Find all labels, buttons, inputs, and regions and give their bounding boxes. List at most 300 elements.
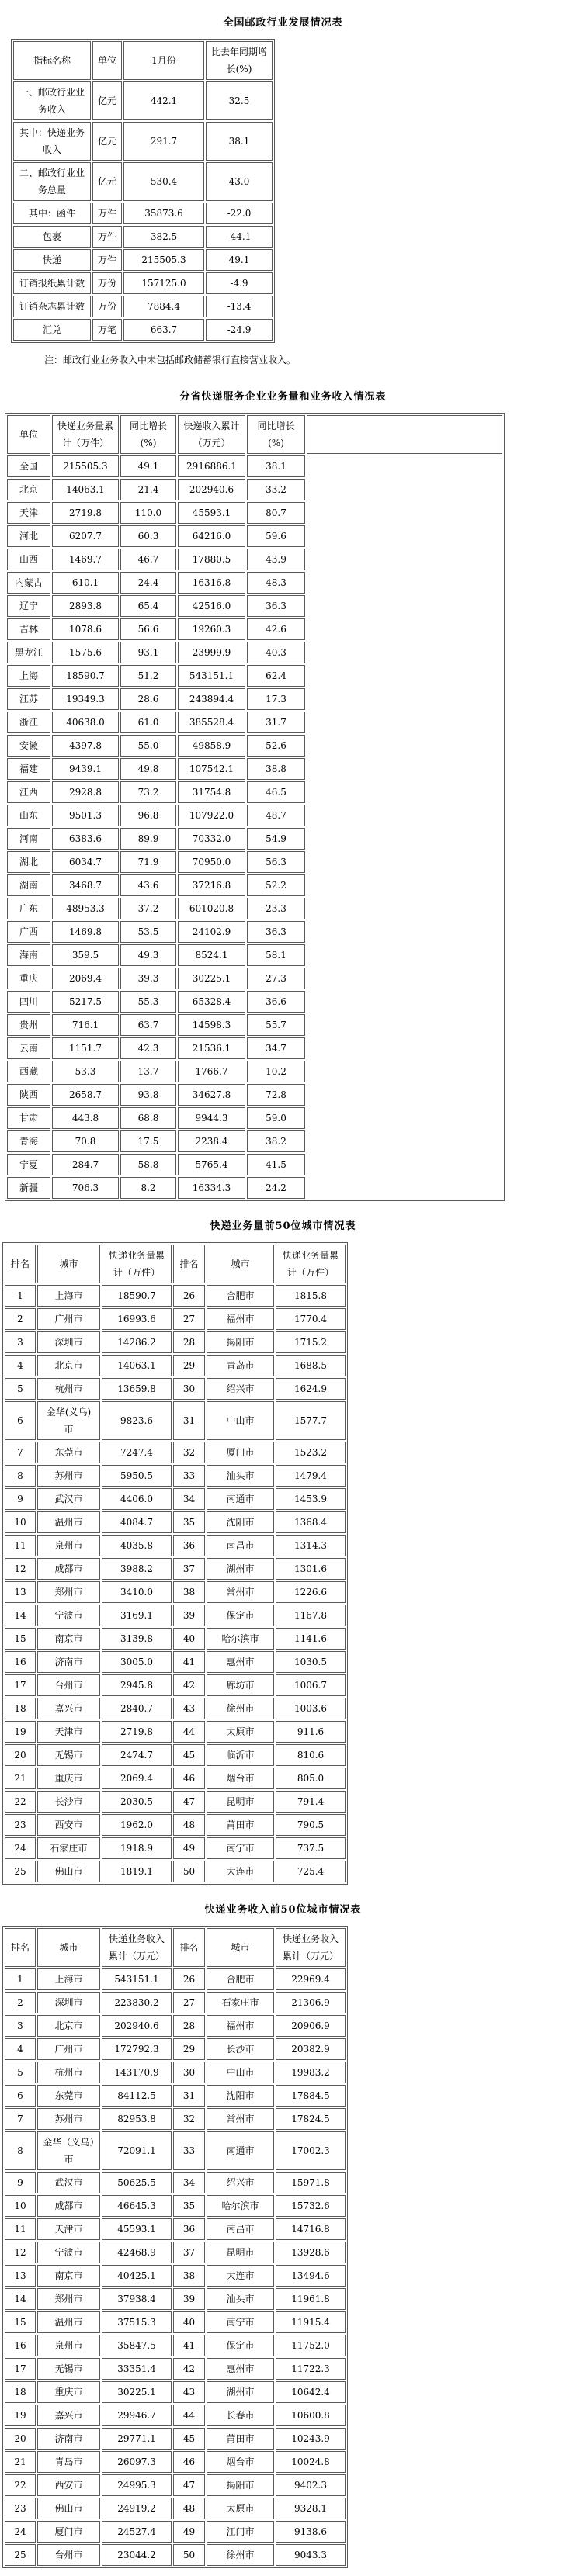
table-cell: 610.1	[52, 572, 119, 594]
table-cell: 1151.7	[52, 1037, 119, 1059]
table-cell: 21	[5, 1768, 36, 1789]
table-cell: 南京市	[37, 1628, 100, 1650]
column-header: 城市	[207, 1245, 274, 1283]
table-cell: 成都市	[37, 1558, 100, 1580]
table-cell: 10	[5, 2195, 36, 2217]
table-cell: 43.0	[206, 162, 273, 201]
table-cell: 6207.7	[52, 525, 119, 547]
table-cell: 太原市	[207, 2498, 274, 2519]
table-cell: 29	[173, 1355, 205, 1376]
table-row	[5, 1744, 346, 1766]
table-cell: 其中：快递业务收入	[13, 122, 91, 161]
table-cell: 1766.7	[178, 1061, 245, 1082]
table-cell: 706.3	[52, 1177, 119, 1199]
table-cell: 1962.0	[102, 1814, 172, 1836]
table-row	[7, 991, 502, 1013]
table-cell: 南宁市	[207, 2311, 274, 2333]
table-cell: 45	[173, 2428, 205, 2450]
table-row	[7, 1154, 502, 1175]
table-cell: 嘉兴市	[37, 2405, 100, 2426]
table-cell: 70.8	[52, 1130, 119, 1152]
table-cell: 49.1	[120, 455, 176, 477]
table-cell: 1575.6	[52, 642, 119, 663]
table-cell: 2719.8	[102, 1721, 172, 1743]
table-row	[5, 2172, 346, 2193]
table-cell: -22.0	[206, 203, 273, 224]
table-cell: 14	[5, 1605, 36, 1626]
table-cell: 揭阳市	[207, 1331, 274, 1353]
table-cell: 佛山市	[37, 1861, 100, 1882]
table-cell: 郑州市	[37, 1581, 100, 1603]
table-row	[5, 2218, 346, 2240]
table-cell: 河北	[7, 525, 50, 547]
table-cell: 上海	[7, 665, 50, 687]
table-cell: 徐州市	[207, 2544, 274, 2566]
table-row	[13, 122, 273, 161]
table-row	[7, 898, 502, 919]
table-cell: 宁波市	[37, 1605, 100, 1626]
table-cell: 40	[173, 1628, 205, 1650]
table-cell: 佛山市	[37, 2498, 100, 2519]
table-row	[5, 2242, 346, 2263]
table-cell: 18	[5, 2381, 36, 2403]
table-cell: 天津市	[37, 1721, 100, 1743]
table-cell: 9043.3	[276, 2544, 346, 2566]
table-row	[7, 572, 502, 594]
table-cell: 40	[173, 2311, 205, 2333]
table-cell: 亿元	[92, 122, 122, 161]
table-cell: 58.8	[120, 1154, 176, 1175]
table-cell: 宁波市	[37, 2242, 100, 2263]
table-cell: 浙江	[7, 712, 50, 733]
column-header: 快递业务量累计（万件）	[52, 415, 119, 454]
table-cell: 四川	[7, 991, 50, 1013]
table-cell: 5	[5, 2062, 36, 2083]
table-cell: 11722.3	[276, 2358, 346, 2380]
table-row	[5, 1628, 346, 1650]
table-cell: 663.7	[123, 319, 204, 341]
table-row	[7, 712, 502, 733]
table-cell: 24102.9	[178, 921, 245, 943]
column-header: 排名	[173, 1245, 205, 1283]
table-cell: 46	[173, 2451, 205, 2473]
table-cell: 22	[5, 2474, 36, 2496]
table-cell: 20	[5, 1744, 36, 1766]
table-cell: 温州市	[37, 1511, 100, 1533]
table-row	[7, 1107, 502, 1129]
table-cell: 10600.8	[276, 2405, 346, 2426]
table-cell: -24.9	[206, 319, 273, 341]
table-cell: 93.8	[120, 1084, 176, 1106]
table-cell: 23	[5, 2498, 36, 2519]
table-cell: 台州市	[37, 2544, 100, 2566]
table-cell: 南通市	[207, 2131, 274, 2170]
table-cell: 45593.1	[102, 2218, 172, 2240]
table-cell: 17.5	[120, 1130, 176, 1152]
table-row	[7, 1014, 502, 1036]
table-cell: 2916886.1	[178, 455, 245, 477]
table-cell: 订销杂志累计数	[13, 296, 91, 317]
table-cell: 73.2	[120, 781, 176, 803]
table-cell: 重庆	[7, 968, 50, 989]
table-cell: 1577.7	[276, 1401, 346, 1440]
table-cell: 3410.0	[102, 1581, 172, 1603]
table-row	[5, 2451, 346, 2473]
table-row	[5, 1378, 346, 1400]
table-cell: 19983.2	[276, 2062, 346, 2083]
table-cell: 46	[173, 1768, 205, 1789]
table-row	[5, 1401, 346, 1440]
table-cell: 33.2	[247, 479, 305, 500]
table-cell: 38	[173, 1581, 205, 1603]
table-row	[7, 1037, 502, 1059]
table-cell: 长沙市	[37, 1791, 100, 1813]
table-cell: 42	[173, 2358, 205, 2380]
column-header: 指标名称	[13, 41, 91, 80]
table-cell: 45	[173, 1744, 205, 1766]
table-cell: 65.4	[120, 595, 176, 617]
table-cell: 35	[173, 1511, 205, 1533]
table-row	[5, 2381, 346, 2403]
table-cell: 284.7	[52, 1154, 119, 1175]
table-cell: 27	[173, 1308, 205, 1330]
table-cell: 1006.7	[276, 1674, 346, 1696]
table-cell: 59.0	[247, 1107, 305, 1129]
table-cell: 山东	[7, 805, 50, 826]
table-row	[7, 828, 502, 850]
national-table-note: 注：邮政行业业务收入中未包括邮政储蓄银行直接营业收入。	[44, 355, 297, 365]
table-row	[5, 2085, 346, 2107]
table-cell: 山西	[7, 549, 50, 570]
table-cell: 107922.0	[178, 805, 245, 826]
table-cell: 7	[5, 2108, 36, 2130]
table-cell: 34627.8	[178, 1084, 245, 1106]
table-cell: 江苏	[7, 688, 50, 710]
table-row	[13, 203, 273, 224]
table-cell: 62.4	[247, 665, 305, 687]
table-row	[7, 455, 502, 477]
table-cell: 9402.3	[276, 2474, 346, 2496]
table-row	[5, 1674, 346, 1696]
table-row	[5, 1355, 346, 1376]
volume-top50-table	[2, 1242, 348, 1885]
table-cell: 1301.6	[276, 1558, 346, 1580]
empty-spacer-cell	[307, 415, 502, 454]
table-cell: 武汉市	[37, 2172, 100, 2193]
table-row	[5, 1558, 346, 1580]
column-header: 排名	[173, 1928, 205, 1967]
table-row	[5, 1992, 346, 2013]
table-cell: 215505.3	[52, 455, 119, 477]
table-cell: 4397.8	[52, 735, 119, 757]
table-cell: 保定市	[207, 2335, 274, 2356]
table-cell: 243894.4	[178, 688, 245, 710]
table-cell: 2945.8	[102, 1674, 172, 1696]
table-cell: 22	[5, 1791, 36, 1813]
table-cell: 790.5	[276, 1814, 346, 1836]
table-cell: 14	[5, 2288, 36, 2310]
table-cell: 9328.1	[276, 2498, 346, 2519]
column-header: 同比增长(%)	[120, 415, 176, 454]
table-cell: 28	[173, 2015, 205, 2037]
table-cell: 45593.1	[178, 502, 245, 524]
table-cell: 湖南	[7, 874, 50, 896]
table-cell: 21306.9	[276, 1992, 346, 2013]
table-cell: 32	[173, 1442, 205, 1463]
table-cell: 82953.8	[102, 2108, 172, 2130]
table-cell: 5	[5, 1378, 36, 1400]
table-cell: 50625.5	[102, 2172, 172, 2193]
table-cell: 51.2	[120, 665, 176, 687]
table-cell: 惠州市	[207, 1651, 274, 1673]
table-cell: 36.6	[247, 991, 305, 1013]
table-row	[5, 2335, 346, 2356]
table-cell: 11961.8	[276, 2288, 346, 2310]
table-row	[5, 1791, 346, 1813]
table-cell: 重庆市	[37, 1768, 100, 1789]
table-row	[5, 1285, 346, 1307]
table-cell: 无锡市	[37, 2358, 100, 2380]
table-cell: 31	[173, 2085, 205, 2107]
table-cell: 55.3	[120, 991, 176, 1013]
table-cell: 1523.2	[276, 1442, 346, 1463]
table-row	[5, 1861, 346, 1882]
table-cell: 13928.6	[276, 2242, 346, 2263]
table-cell: 保定市	[207, 1605, 274, 1626]
table-cell: 沈阳市	[207, 2085, 274, 2107]
table-cell: 42.6	[247, 618, 305, 640]
table-cell: 93.1	[120, 642, 176, 663]
table-cell: 西藏	[7, 1061, 50, 1082]
table-cell: 15	[5, 2311, 36, 2333]
table-cell: 20906.9	[276, 2015, 346, 2037]
table-cell: 哈尔滨市	[207, 2195, 274, 2217]
table-cell: 10024.8	[276, 2451, 346, 2473]
table-cell: 37515.3	[102, 2311, 172, 2333]
table-cell: 42516.0	[178, 595, 245, 617]
table-cell: 43	[173, 2381, 205, 2403]
table-cell: 34	[173, 2172, 205, 2193]
table-cell: 1469.7	[52, 549, 119, 570]
table-cell: 厦门市	[37, 2521, 100, 2543]
table-cell: 40425.1	[102, 2265, 172, 2287]
header-row	[5, 1245, 346, 1283]
table-cell: 订销报纸累计数	[13, 272, 91, 294]
table-cell: 亿元	[92, 162, 122, 201]
table-row	[5, 1331, 346, 1353]
table-row	[7, 968, 502, 989]
table-cell: 48.7	[247, 805, 305, 826]
table-cell: 15732.6	[276, 2195, 346, 2217]
table-cell: 新疆	[7, 1177, 50, 1199]
table-cell: 15971.8	[276, 2172, 346, 2193]
table-cell: 38.1	[247, 455, 305, 477]
table-cell: 9138.6	[276, 2521, 346, 2543]
table-cell: 46.5	[247, 781, 305, 803]
table-cell: 万笔	[92, 319, 122, 341]
table-row	[5, 1837, 346, 1859]
table-cell: 359.5	[52, 944, 119, 966]
table-cell: 1624.9	[276, 1378, 346, 1400]
table-cell: 汇兑	[13, 319, 91, 341]
table-row	[7, 851, 502, 873]
table-row	[7, 805, 502, 826]
table-cell: 24.4	[120, 572, 176, 594]
table-cell: 65328.4	[178, 991, 245, 1013]
table-cell: 48	[173, 1814, 205, 1836]
table-cell: 26097.3	[102, 2451, 172, 2473]
table-cell: 常州市	[207, 2108, 274, 2130]
table-cell: 昆明市	[207, 1791, 274, 1813]
table-row	[5, 1721, 346, 1743]
table-cell: 36	[173, 1535, 205, 1556]
table-cell: 39	[173, 2288, 205, 2310]
table-cell: 23999.9	[178, 642, 245, 663]
table-cell: 49.1	[206, 249, 273, 271]
table-cell: 江西	[7, 781, 50, 803]
table-cell: 青岛市	[207, 1355, 274, 1376]
table-cell: 35847.5	[102, 2335, 172, 2356]
table-cell: 福建	[7, 758, 50, 780]
table-cell: 中山市	[207, 1401, 274, 1440]
table-cell: 5765.4	[178, 1154, 245, 1175]
table-row	[5, 1768, 346, 1789]
table-cell: 昆明市	[207, 2242, 274, 2263]
table-cell: 38.2	[247, 1130, 305, 1152]
table-cell: 43.9	[247, 549, 305, 570]
table-row	[5, 1308, 346, 1330]
table-cell: 39.3	[120, 968, 176, 989]
table-cell: 9	[5, 2172, 36, 2193]
table-cell: 14716.8	[276, 2218, 346, 2240]
table-row	[7, 944, 502, 966]
table-cell: 16316.8	[178, 572, 245, 594]
table-cell: 1368.4	[276, 1511, 346, 1533]
table-cell: 911.6	[276, 1721, 346, 1743]
table-row	[7, 642, 502, 663]
column-header: 同比增长(%)	[247, 415, 305, 454]
table-cell: 万份	[92, 272, 122, 294]
table-cell: 甘肃	[7, 1107, 50, 1129]
column-header: 快递业务收入累计（万元）	[102, 1928, 172, 1967]
table-cell: 43	[173, 1698, 205, 1719]
table-cell: 2893.8	[52, 595, 119, 617]
table-cell: 20382.9	[276, 2038, 346, 2060]
table-row	[13, 249, 273, 271]
table-cell: 33351.4	[102, 2358, 172, 2380]
table-cell: 14063.1	[52, 479, 119, 500]
table-cell: 35873.6	[123, 203, 204, 224]
table-cell: 温州市	[37, 2311, 100, 2333]
table-cell: 26	[173, 1968, 205, 1990]
table-row	[5, 2038, 346, 2060]
table-cell: 天津市	[37, 2218, 100, 2240]
table-cell: 17.3	[247, 688, 305, 710]
table-row	[5, 1581, 346, 1603]
table-cell: 2238.4	[178, 1130, 245, 1152]
table-cell: 17	[5, 1674, 36, 1696]
table-cell: 万件	[92, 226, 122, 248]
table-cell: 4	[5, 2038, 36, 2060]
table-cell: 14598.3	[178, 1014, 245, 1036]
table-cell: 青岛市	[37, 2451, 100, 2473]
table-cell: 1770.4	[276, 1308, 346, 1330]
table-cell: 3	[5, 1331, 36, 1353]
table-cell: 71.9	[120, 851, 176, 873]
table-row	[5, 2311, 346, 2333]
table-cell: 50	[173, 1861, 205, 1882]
table-cell: 39	[173, 1605, 205, 1626]
table-cell: 金华(义乌)市	[37, 1401, 100, 1440]
table-row	[5, 2405, 346, 2426]
table-cell: 广西	[7, 921, 50, 943]
table-row	[7, 688, 502, 710]
table-cell: 9439.1	[52, 758, 119, 780]
table-cell: 26	[173, 1285, 205, 1307]
table-cell: 1918.9	[102, 1837, 172, 1859]
table-cell: 30225.1	[178, 968, 245, 989]
table-cell: 1469.8	[52, 921, 119, 943]
table-cell: 89.9	[120, 828, 176, 850]
table-cell: 48953.3	[52, 898, 119, 919]
table-cell: 15	[5, 1628, 36, 1650]
table-cell: 28.6	[120, 688, 176, 710]
table-cell: 385528.4	[178, 712, 245, 733]
table-cell: 杭州市	[37, 2062, 100, 2083]
table-row	[5, 1605, 346, 1626]
table-cell: 南昌市	[207, 1535, 274, 1556]
table-cell: 19	[5, 2405, 36, 2426]
table-cell: 合肥市	[207, 1285, 274, 1307]
table-cell: 1226.6	[276, 1581, 346, 1603]
table-row	[13, 296, 273, 317]
table-cell: 20	[5, 2428, 36, 2450]
table-cell: 1314.3	[276, 1535, 346, 1556]
table-cell: 广东	[7, 898, 50, 919]
table-cell: 郑州市	[37, 2288, 100, 2310]
table-cell: 3005.0	[102, 1651, 172, 1673]
table-cell: 2	[5, 1308, 36, 1330]
table-cell: 莆田市	[207, 2428, 274, 2450]
table-cell: 49.3	[120, 944, 176, 966]
table-cell: 莆田市	[207, 1814, 274, 1836]
table-cell: 725.4	[276, 1861, 346, 1882]
table-cell: 19349.3	[52, 688, 119, 710]
table-cell: 382.5	[123, 226, 204, 248]
table-cell: 2658.7	[52, 1084, 119, 1106]
table-cell: 嘉兴市	[37, 1698, 100, 1719]
table-cell: 13494.6	[276, 2265, 346, 2287]
table-cell: 常州市	[207, 1581, 274, 1603]
table-cell: 49	[173, 1837, 205, 1859]
table-cell: 37	[173, 1558, 205, 1580]
table-cell: 包裹	[13, 226, 91, 248]
column-header: 城市	[37, 1928, 100, 1967]
province-table-title: 分省快递服务企业业务量和业务收入情况表	[179, 391, 387, 403]
table-row	[7, 502, 502, 524]
table-cell: 543151.1	[178, 665, 245, 687]
table-row	[5, 2015, 346, 2037]
table-cell: 54.9	[247, 828, 305, 850]
table-cell: 重庆市	[37, 2381, 100, 2403]
table-cell: 42.3	[120, 1037, 176, 1059]
table-cell: 石家庄市	[207, 1992, 274, 2013]
table-cell: 南京市	[37, 2265, 100, 2287]
table-cell: 合肥市	[207, 1968, 274, 1990]
table-row	[5, 1814, 346, 1836]
table-cell: 19	[5, 1721, 36, 1743]
table-cell: 杭州市	[37, 1378, 100, 1400]
